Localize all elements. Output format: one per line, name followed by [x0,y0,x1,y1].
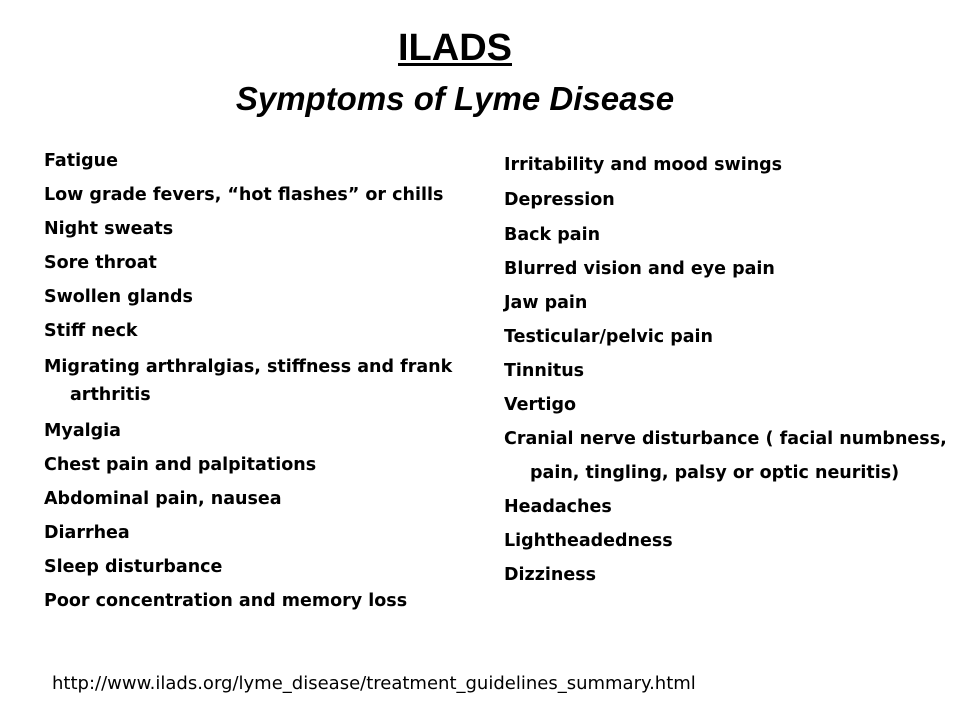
list-item: Headaches [504,497,612,517]
list-item: Diarrhea [44,523,130,543]
list-item: Migrating arthralgias, stiffness and frank [44,357,453,377]
list-item: Vertigo [504,395,576,415]
list-item: Low grade fevers, “hot flashes” or chills [44,185,444,205]
list-item: Irritability and mood swings [504,155,783,175]
list-item: Fatigue [44,151,118,171]
list-item: Back pain [504,225,601,245]
list-item: Testicular/pelvic pain [504,327,713,347]
list-item: Night sweats [44,219,174,239]
list-item-continuation: pain, tingling, palsy or optic neuritis) [530,463,900,483]
list-item: Sore throat [44,253,157,273]
list-item: Tinnitus [504,361,585,381]
list-item: Myalgia [44,421,121,441]
list-item-continuation: arthritis [70,385,151,405]
list-item: Poor concentration and memory loss [44,591,408,611]
list-item: Jaw pain [504,293,588,313]
list-item: Blurred vision and eye pain [504,259,775,279]
slide-title: ILADS [398,27,512,69]
list-item: Chest pain and palpitations [44,455,317,475]
list-item: Cranial nerve disturbance ( facial numbness, [504,429,947,449]
source-url: http://www.ilads.org/lyme_disease/treatment_guidelines_summary.html [52,673,696,694]
list-item: Lightheadedness [504,531,673,551]
list-item: Swollen glands [44,287,193,307]
slide-subtitle: Symptoms of Lyme Disease [235,80,675,117]
list-item: Dizziness [504,565,597,585]
list-item: Depression [504,190,615,210]
list-item: Sleep disturbance [44,557,223,577]
list-item: Abdominal pain, nausea [44,489,282,509]
list-item: Stiff neck [44,321,138,341]
